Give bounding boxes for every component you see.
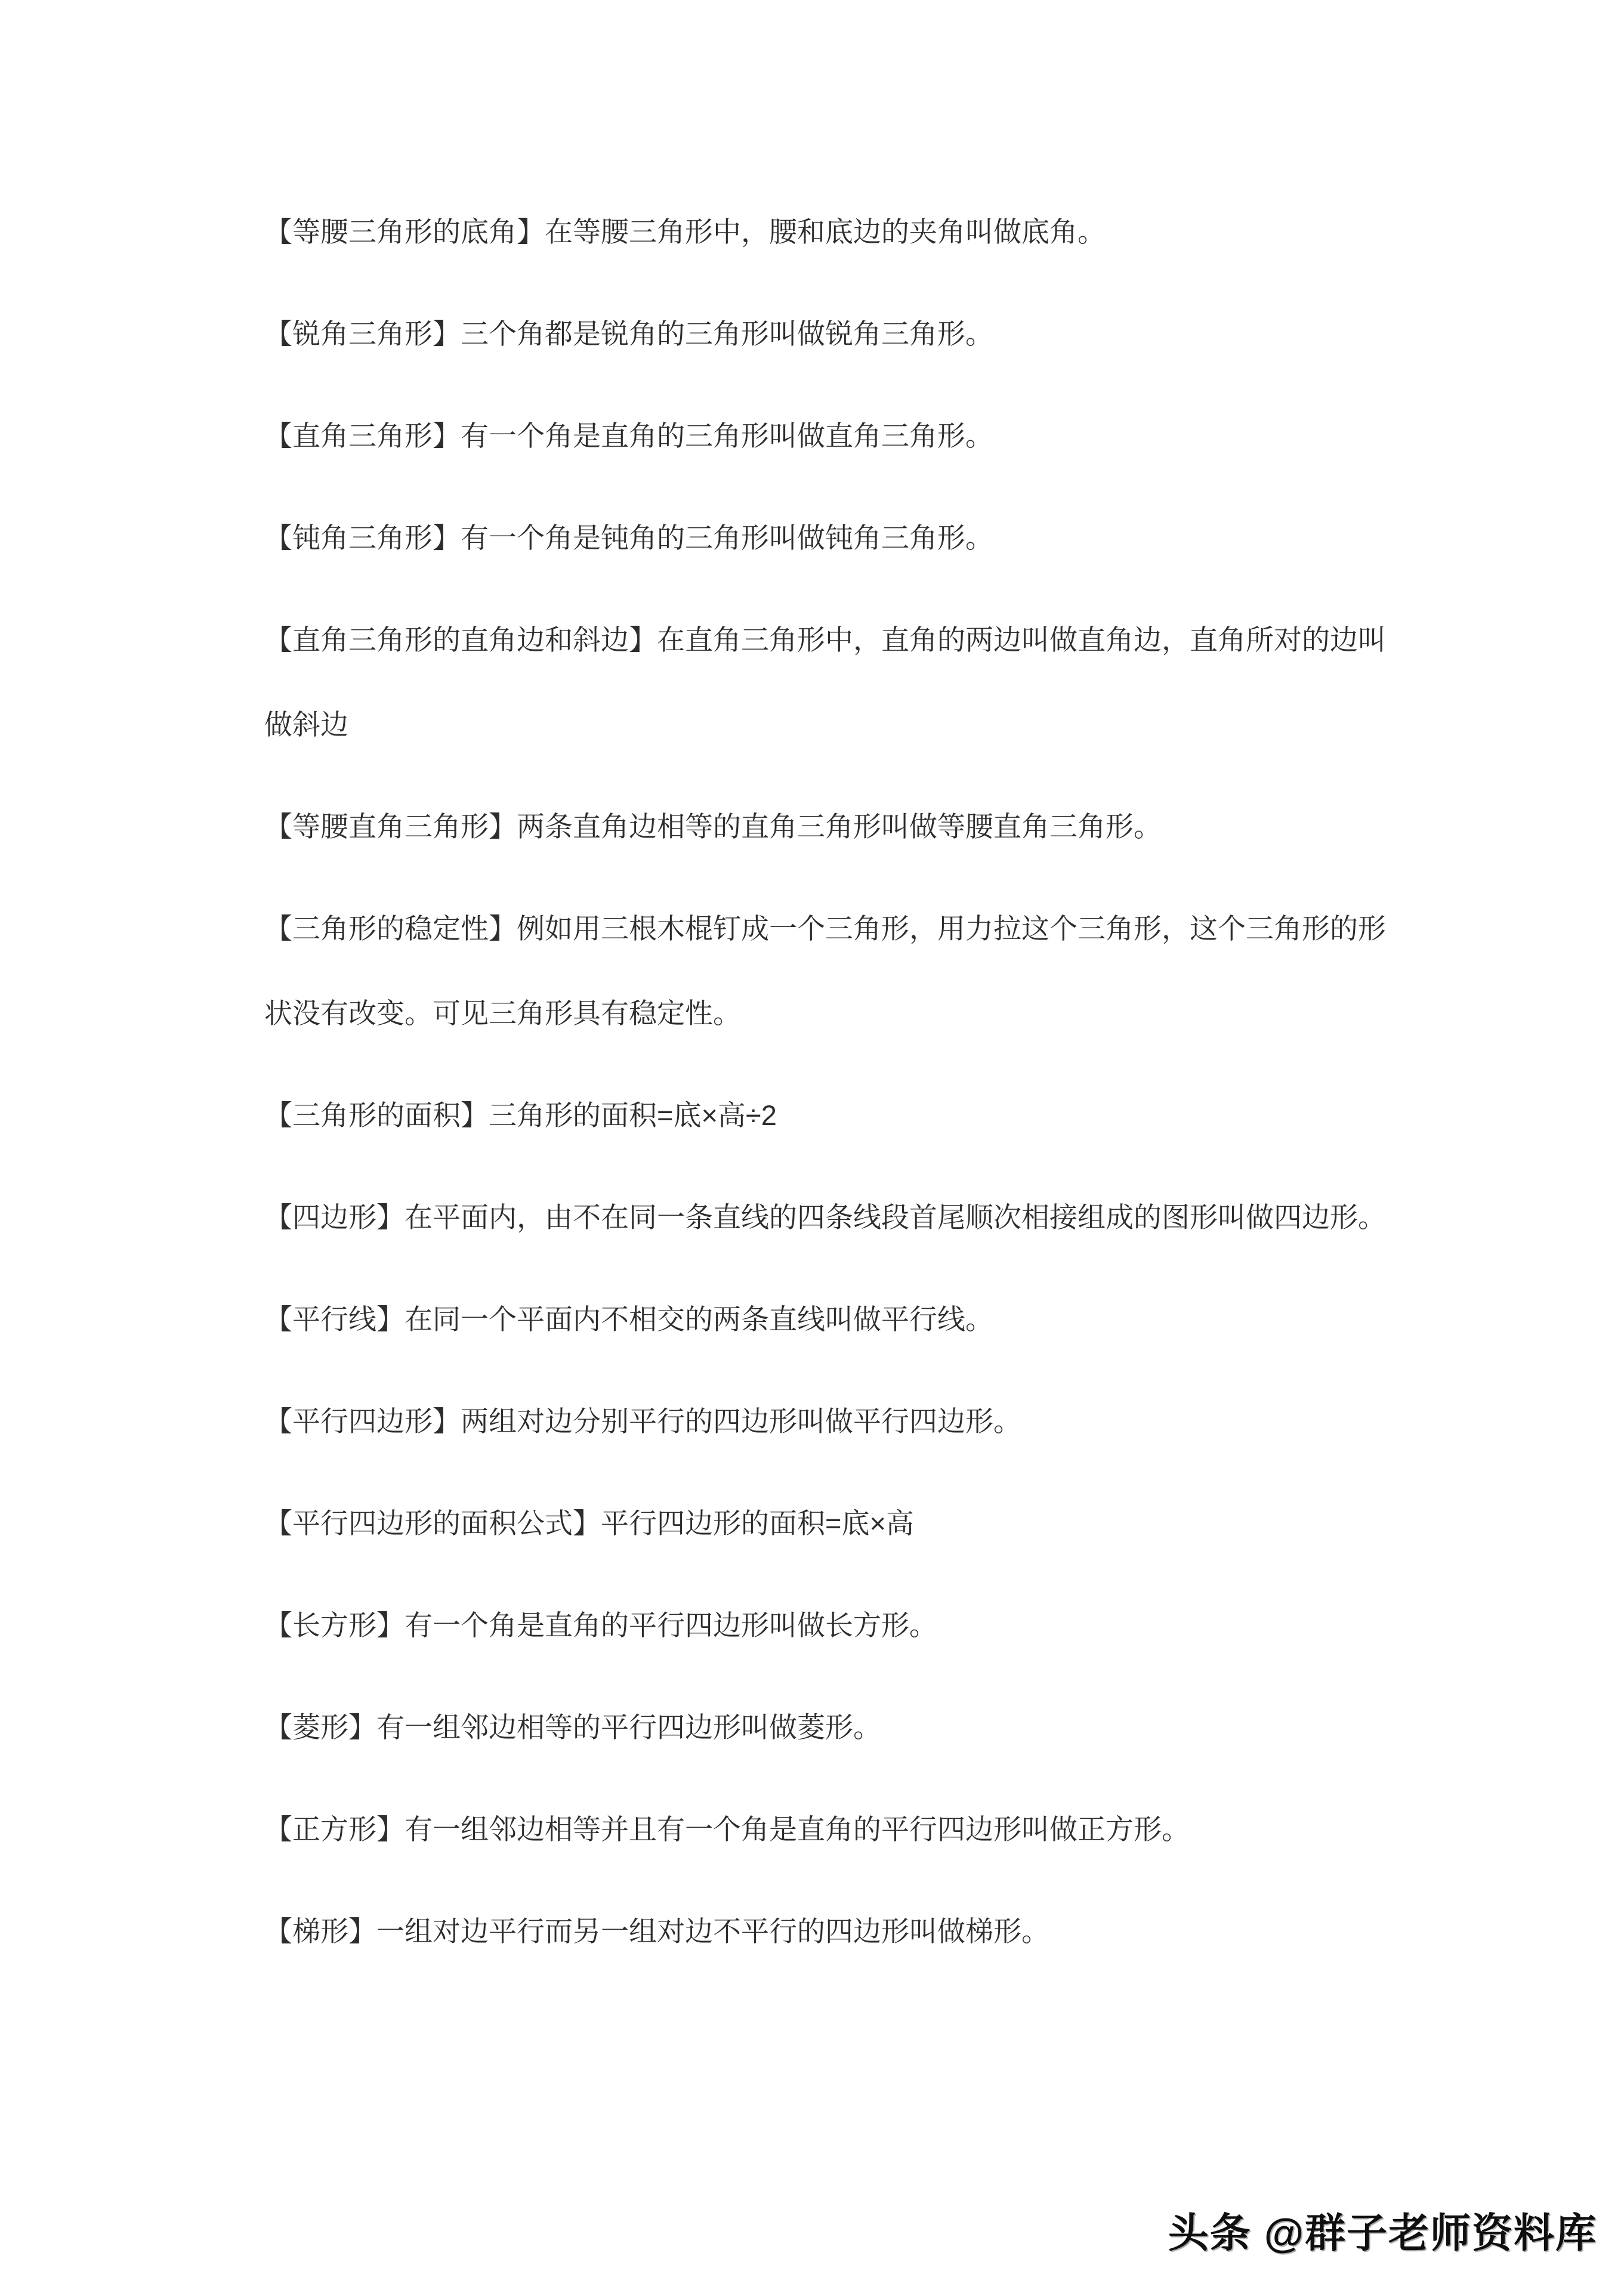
glossary-entry-triangle-stability: 【三角形的稳定性】例如用三根木棍钉成一个三角形，用力拉这个三角形，这个三角形的形状没有改变。可见三角形具有稳定性。 — [264, 913, 1386, 1029]
watermark-text: 头条 @群子老师资料库 — [1168, 2211, 1597, 2256]
glossary-entry-parallel-lines: 【平行线】在同一个平面内不相交的两条直线叫做平行线。 — [264, 1303, 993, 1335]
glossary-entry-quadrilateral: 【四边形】在平面内，由不在同一条直线的四条线段首尾顺次相接组成的图形叫做四边形。 — [264, 1201, 1386, 1233]
glossary-entry-parallelogram: 【平行四边形】两组对边分别平行的四边形叫做平行四边形。 — [264, 1405, 1021, 1437]
glossary-entry-square: 【正方形】有一组邻边相等并且有一个角是直角的平行四边形叫做正方形。 — [264, 1813, 1190, 1845]
glossary-entry-right-triangle: 【直角三角形】有一个角是直角的三角形叫做直角三角形。 — [264, 420, 993, 452]
glossary-list — [264, 190, 1392, 1991]
glossary-entry-acute-triangle: 【锐角三角形】三个角都是锐角的三角形叫做锐角三角形。 — [264, 318, 993, 350]
glossary-entry-isosceles-right-triangle: 【等腰直角三角形】两条直角边相等的直角三角形叫做等腰直角三角形。 — [264, 811, 1162, 842]
glossary-entry-trapezoid: 【梯形】一组对边平行而另一组对边不平行的四边形叫做梯形。 — [264, 1915, 1049, 1947]
glossary-entry-obtuse-triangle: 【钝角三角形】有一个角是钝角的三角形叫做钝角三角形。 — [264, 522, 993, 554]
glossary-entry-triangle-area: 【三角形的面积】三角形的面积=底×高÷2 — [264, 1099, 777, 1131]
glossary-entry-isosceles-base-angle: 【等腰三角形的底角】在等腰三角形中，腰和底边的夹角叫做底角。 — [264, 216, 1106, 248]
glossary-entry-rhombus: 【菱形】有一组邻边相等的平行四边形叫做菱形。 — [264, 1711, 881, 1743]
glossary-entry-legs-and-hypotenuse: 【直角三角形的直角边和斜边】在直角三角形中，直角的两边叫做直角边，直角所对的边叫做斜边 — [264, 624, 1386, 740]
glossary-entry-rectangle: 【长方形】有一个角是直角的平行四边形叫做长方形。 — [264, 1609, 937, 1641]
glossary-entry-parallelogram-area: 【平行四边形的面积公式】平行四边形的面积=底×高 — [264, 1507, 914, 1539]
